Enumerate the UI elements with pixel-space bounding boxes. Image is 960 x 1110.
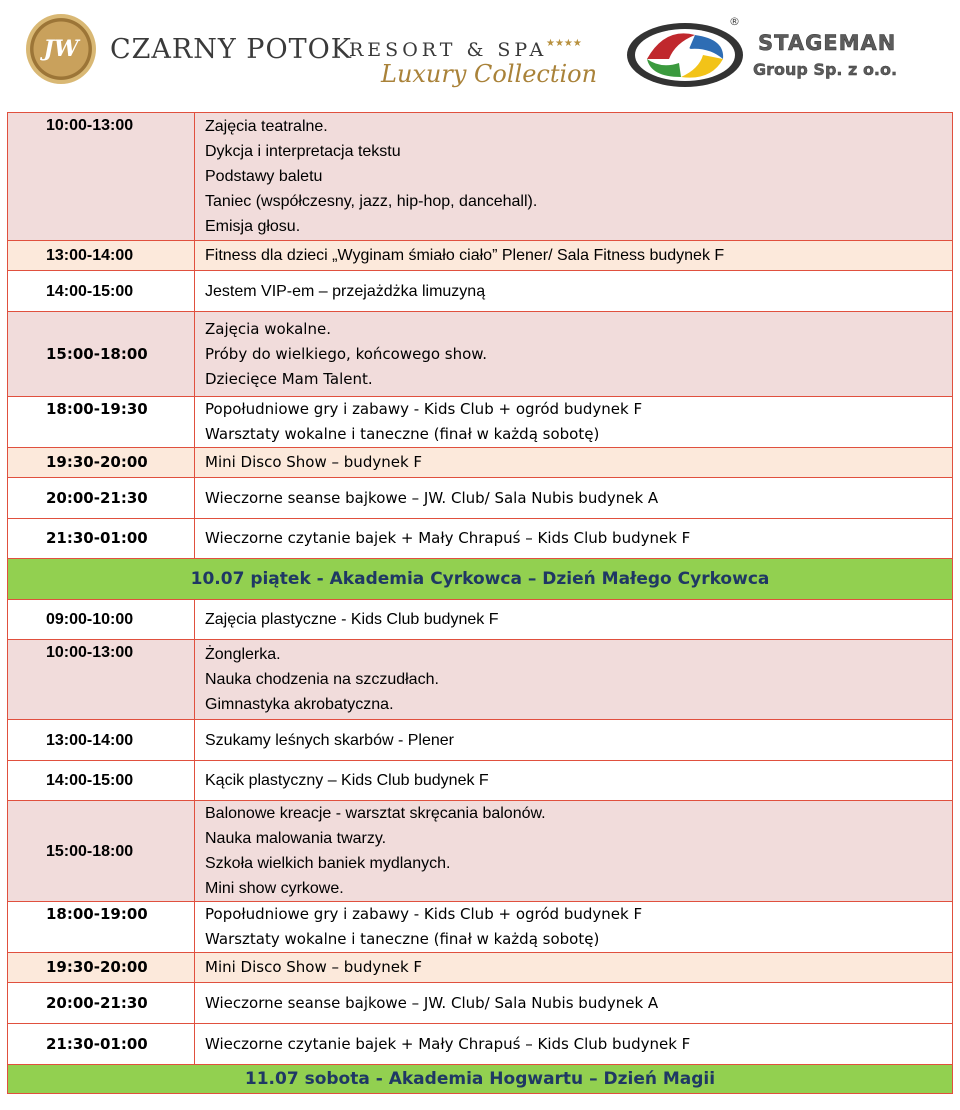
time-cell: 20:00-21:30 [8, 983, 195, 1024]
table-row [8, 312, 953, 397]
time-cell: 21:30-01:00 [8, 1024, 195, 1065]
table-row [8, 478, 953, 519]
day-header-row [8, 1065, 953, 1094]
time-cell: 09:00-10:00 [8, 600, 195, 640]
activity-cell: Mini Disco Show – budynek F [195, 953, 953, 983]
time-cell: 15:00-18:00 [8, 312, 195, 397]
time-cell: 14:00-15:00 [8, 761, 195, 801]
hotel-stars: ★★★★ [546, 38, 582, 49]
hotel-collection: Luxury Collection [381, 60, 598, 88]
table-row [8, 600, 953, 640]
time-cell: 10:00-13:00 [8, 640, 195, 720]
page-header [0, 0, 960, 105]
hotel-badge-icon: JW [26, 14, 96, 84]
activity-cell: Jestem VIP-em – przejażdżka limuzyną [195, 271, 953, 312]
time-cell: 19:30-20:00 [8, 448, 195, 478]
time-cell: 10:00-13:00 [8, 113, 195, 241]
activity-cell: Balonowe kreacje - warsztat skręcania balonów. Nauka malowania twarzy. Szkoła wielkich baniek mydlanych. Mini show cyrkowe. [195, 801, 953, 902]
activity-cell: Zajęcia wokalne. Próby do wielkiego, końcowego show. Dziecięce Mam Talent. [195, 312, 953, 397]
table-row [8, 953, 953, 983]
time-cell: 21:30-01:00 [8, 519, 195, 559]
table-row [8, 761, 953, 801]
table-row [8, 902, 953, 953]
table-row [8, 983, 953, 1024]
hotel-logo [26, 14, 596, 94]
table-row [8, 519, 953, 559]
partner-name: STAGEMAN [758, 31, 897, 55]
table-row [8, 397, 953, 448]
table-row [8, 241, 953, 271]
time-cell: 13:00-14:00 [8, 720, 195, 761]
time-cell: 15:00-18:00 [8, 801, 195, 902]
day-header: 10.07 piątek - Akademia Cyrkowca – Dzień Małego Cyrkowca [8, 559, 953, 600]
table-row [8, 448, 953, 478]
table-row [8, 640, 953, 720]
day-header: 11.07 sobota - Akademia Hogwartu – Dzień Magii [8, 1065, 953, 1094]
activity-cell: Zajęcia plastyczne - Kids Club budynek F [195, 600, 953, 640]
table-row [8, 1024, 953, 1065]
activity-cell: Mini Disco Show – budynek F [195, 448, 953, 478]
activity-cell: Żonglerka. Nauka chodzenia na szczudłach. Gimnastyka akrobatyczna. [195, 640, 953, 720]
time-cell: 13:00-14:00 [8, 241, 195, 271]
time-cell: 18:00-19:30 [8, 397, 195, 448]
table-row [8, 720, 953, 761]
partner-company: Group Sp. z o.o. [753, 60, 898, 79]
activity-cell: Zajęcia teatralne. Dykcja i interpretacja tekstu Podstawy baletu Taniec (współczesny, jazz, hip-hop, dancehall). Emisja głosu. [195, 113, 953, 241]
table-row [8, 271, 953, 312]
activity-cell: Kącik plastyczny – Kids Club budynek F [195, 761, 953, 801]
partner-logo [625, 15, 935, 95]
activity-cell: Popołudniowe gry i zabawy - Kids Club + ogród budynek F Warsztaty wokalne i taneczne (finał w każdą sobotę) [195, 902, 953, 953]
activity-cell: Szukamy leśnych skarbów - Plener [195, 720, 953, 761]
activity-cell: Fitness dla dzieci „Wyginam śmiało ciało” Plener/ Sala Fitness budynek F [195, 241, 953, 271]
day-header-row [8, 559, 953, 600]
time-cell: 14:00-15:00 [8, 271, 195, 312]
activity-cell: Wieczorne seanse bajkowe – JW. Club/ Sala Nubis budynek A [195, 478, 953, 519]
activity-cell: Wieczorne czytanie bajek + Mały Chrapuś – Kids Club budynek F [195, 519, 953, 559]
hotel-type: RESORT & SPA [349, 39, 548, 61]
schedule-table [7, 112, 953, 1094]
table-row [8, 801, 953, 902]
time-cell: 18:00-19:00 [8, 902, 195, 953]
registered-mark: ® [729, 15, 740, 28]
table-row [8, 113, 953, 241]
time-cell: 20:00-21:30 [8, 478, 195, 519]
activity-cell: Wieczorne czytanie bajek + Mały Chrapuś – Kids Club budynek F [195, 1024, 953, 1065]
time-cell: 19:30-20:00 [8, 953, 195, 983]
partner-ring-icon [625, 19, 751, 89]
activity-cell: Wieczorne seanse bajkowe – JW. Club/ Sala Nubis budynek A [195, 983, 953, 1024]
hotel-name: CZARNY POTOK [110, 34, 352, 65]
activity-cell: Popołudniowe gry i zabawy - Kids Club + ogród budynek F Warsztaty wokalne i taneczne (finał w każdą sobotę) [195, 397, 953, 448]
